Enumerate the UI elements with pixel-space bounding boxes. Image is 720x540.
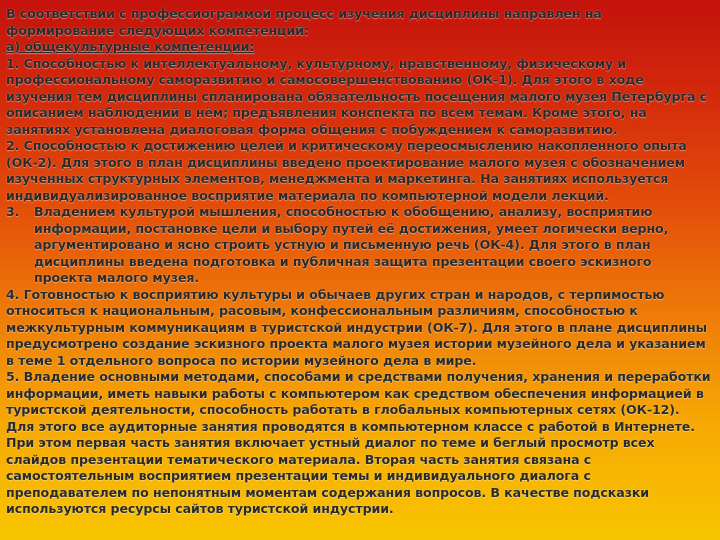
competency-item-1: 1. Способностью к интеллектуальному, культурному, нравственному, физическому и профессиональному саморазвитию и самосовершенствованию (ОК-1). Для этого в ходе изучения тем дисциплины спланирована обязательность посещения малого музея Петербурга с описанием наблюдений в нём; предъявления конспекта по всем темам. Кроме этого, на занятиях установлена диалоговая форма общения с побуждением к саморазвитию. bbox=[6, 55, 707, 137]
competencies-subheading: а) общекультурные компетенции: bbox=[6, 39, 255, 54]
intro-paragraph: В соответствии с профессиограммой процесс изучения дисциплины направлен на формирование следующих компетенций: bbox=[6, 6, 602, 38]
competency-item-4: 4. Готовностью к восприятию культуры и обычаев других стран и народов, с терпимостью относиться к национальным, расовым, конфессиональным различиям, способностью к межкультурным коммуникациям в туристской индустрии (ОК-7). Для этого в плане дисциплины предусмотрено создание эскизного проекта малого музея истории музейного дела и указанием в теме 1 отдельного вопроса по истории музейного дела в мире. bbox=[6, 286, 707, 368]
slide-content bbox=[6, 6, 714, 518]
competency-item-2: 2. Способностью к достижению целей и критическому переосмыслению накопленного опыта (ОК-2). Для этого в план дисциплины введено проектирование малого музея с обозначением изученных структурных элементов, менеджмента и маркетинга. На занятиях используется индивидуализированное восприятие материала по компьютерной модели лекций. bbox=[6, 138, 687, 203]
item-3-number: 3. bbox=[6, 204, 20, 219]
competency-item-5: 5. Владение основными методами, способами и средствами получения, хранения и переработки информации, иметь навыки работы с компьютером как средством обеспечения информацией в туристской деятельности, способность работать в глобальных компьютерных сетях (ОК-12). bbox=[6, 369, 711, 417]
item-3-text: Владением культурой мышления, способностью к обобщению, анализу, восприятию информации, постановке цели и выбору путей её достижения, умеет логически верно, аргументировано и ясно строить устную и письменную речь (ОК-4). Для этого в план дисциплины введена подготовка и публичная защита презентации своего эскизного проекта малого музея. bbox=[34, 204, 669, 285]
closing-paragraph: Для этого все аудиторные занятия проводятся в компьютерном классе с работой в Интернете. При этом первая часть занятия включает устный диалог по теме и беглый просмотр всех слайдов презентации тематического материала. Вторая часть занятия связана с самостоятельным восприятием презентации темы и индивидуального диалога с преподавателем по непонятным моментам содержания вопросов. В качестве подсказки используются ресурсы сайтов туристской индустрии. bbox=[6, 418, 695, 516]
competency-item-3 bbox=[6, 204, 714, 287]
